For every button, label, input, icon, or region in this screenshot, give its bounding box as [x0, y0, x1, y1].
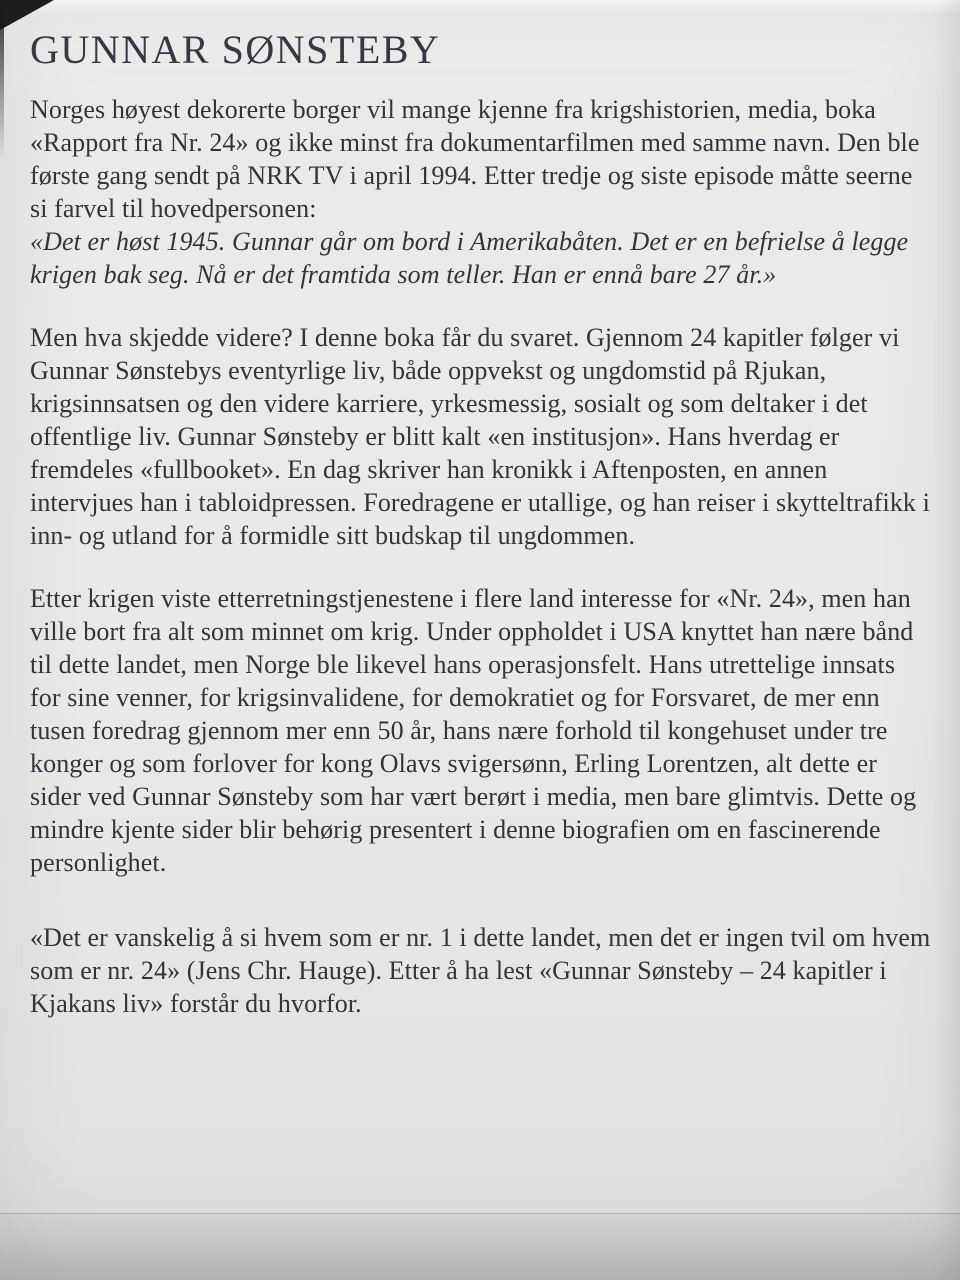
intro-paragraph: Norges høyest dekorerte borger vil mange kjenne fra krigshistorien, media, boka «Rapport fra Nr. 24» og ikke minst fra dokumentarfilmen med samme navn. Den ble første gang sendt på NRK TV i april 1994. Etter tredje og siste episode måtte seerne si farvel til hovedpersonen:	[30, 95, 920, 223]
page-title: GUNNAR SØNSTEBY	[30, 27, 441, 72]
closing-quote-paragraph: «Det er vanskelig å si hvem som er nr. 1 i dette landet, men det er ingen tvil om hvem som er nr. 24» (Jens Chr. Hauge). Etter å ha lest «Gunnar Sønsteby – 24 kapitler i Kjakans liv» forstår du hvorfor.	[30, 923, 931, 1018]
paper-bottom-edge	[0, 1213, 960, 1280]
opening-quote-paragraph: «Det er høst 1945. Gunnar går om bord i Amerikabåten. Det er en befrielse å legge krigen bak seg. Nå er det framtida som teller. Han er ennå bare 27 år.»	[30, 227, 909, 289]
paper-top-edge	[0, 0, 960, 14]
page-content	[30, 26, 932, 1020]
body-paragraph-life-story: Men hva skjedde videre? I denne boka får du svaret. Gjennom 24 kapitler følger vi Gunnar Sønstebys eventyrlige liv, både oppvekst og ungdomstid på Rjukan, krigsinnsatsen og den videre karriere, yrkesmessig, sosialt og som deltaker i det offentlige liv. Gunnar Sønsteby er blitt kalt «en institusjon». Hans hverdag er fremdeles «fullbooket». En dag skriver han kronikk i Aftenposten, en annen intervjues han i tabloidpressen. Foredragene er utallige, og han reiser i skytteltrafikk i inn- og utland for å formidle sitt budskap til ungdommen.	[30, 323, 930, 550]
photo-left-edge-shadow	[0, 10, 4, 160]
body-paragraph-postwar: Etter krigen viste etterretningstjenestene i flere land interesse for «Nr. 24», men han ville bort fra alt som minnet om krig. Under oppholdet i USA knyttet han nære bånd til dette landet, men Norge ble likevel hans operasjonsfelt. Hans utrettelige innsats for sine venner, for krigsinvalidene, for demokratiet og for Forsvaret, de mer enn tusen foredrag gjennom mer enn 50 år, hans nære forhold til kongehuset under tre konger og som forlover for kong Olavs svigersønn, Erling Lorentzen, alt dette er sider ved Gunnar Sønsteby som har vært berørt i media, men bare glimtvis. Dette og mindre kjente sider blir behørig presentert i denne biografien om en fascinerende personlighet.	[30, 584, 917, 877]
photo-right-shade	[934, 0, 960, 1280]
